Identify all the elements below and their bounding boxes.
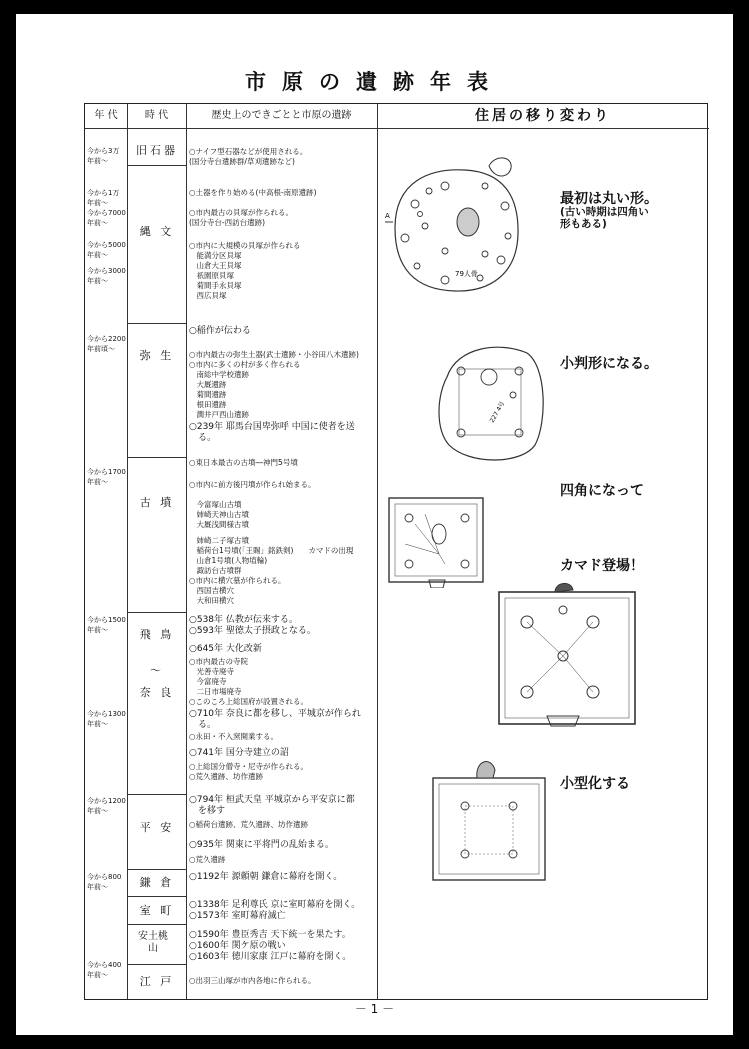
caption-kamado: カマド登場！ — [560, 558, 644, 574]
event-text: ○1590年 豊臣秀吉 天下統一を果たす。 ○1600年 関ケ原の戦い ○1603年 徳川家康 江戸に幕府を開く。 — [189, 930, 352, 962]
event-text: ○239年 耶馬台国卑弥呼 中国に使者を送 る。 — [189, 422, 355, 443]
column-divider — [186, 104, 187, 999]
period-divider — [127, 869, 186, 870]
column-divider — [127, 104, 128, 999]
era-label: 今から400 年前～ — [87, 961, 122, 979]
event-text: ○荒久遺跡 — [189, 855, 226, 864]
era-label: 今から3万 年前～ — [87, 147, 120, 165]
event-text: ○794年 桓武天皇 平城京から平安京に都 を移す — [189, 795, 355, 816]
round-dwelling-plan — [385, 156, 527, 302]
era-label: 今から1300 年前～ — [87, 710, 126, 728]
plan-label-oval: 227 4号 — [488, 400, 507, 424]
event-text: ○稲作が伝わる — [189, 326, 251, 336]
event-text: ○市内最古の弥生土器(武士遺跡・小谷田八木遺跡) ○市内に多くの村が多く作られる 南総中学校遺跡 大厩遺跡 菊間遺跡 根田遺跡 潤井戸西山遺跡 — [189, 350, 359, 419]
period-label: 江 戸 — [139, 975, 175, 988]
header-divider — [377, 128, 709, 129]
caption-round-note: (古い時期は四角い 形もある) — [560, 206, 649, 230]
period-label: 室 町 — [139, 904, 175, 917]
event-text: ○710年 奈良に都を移し、平城京が作られ る。 — [189, 709, 361, 730]
small-dwelling-plan — [425, 756, 553, 886]
header-events: 歴史上のできごとと市原の遺跡 — [211, 110, 352, 121]
caption-square: 四角になって — [560, 483, 644, 499]
era-label: 今から1200 年前～ — [87, 797, 126, 815]
caption-round: 最初は丸い形。 — [560, 191, 658, 207]
era-label: 今から800 年前～ — [87, 873, 122, 891]
header-housing: 住居の移り変わり — [475, 108, 611, 124]
era-label: 今から1万 年前～ — [87, 189, 120, 207]
period-divider — [127, 896, 186, 897]
event-text: ○永田・不入窯開業する。 — [189, 732, 279, 741]
event-text: ○645年 大化改新 — [189, 644, 262, 654]
square-dwelling-plan — [385, 494, 489, 588]
period-divider — [127, 323, 186, 324]
event-text: ○市内に前方後円墳が作られ始まる。 — [189, 480, 316, 489]
event-text: ○538年 仏教が伝来する。 ○593年 聖徳太子摂政となる。 — [189, 615, 316, 636]
period-label: 奈 良 — [139, 686, 175, 699]
period-divider — [127, 165, 186, 166]
header-divider — [85, 128, 377, 129]
kamado-dwelling-plan — [493, 580, 641, 730]
period-label: 飛 鳥 — [139, 628, 175, 641]
event-text: ○ナイフ型石器などが使用される。 (国分寺台遺跡群/草刈遺跡など) — [189, 147, 308, 166]
header-era: 年 代 — [94, 110, 118, 121]
event-text: ○東日本最古の古墳―神門5号墳 — [189, 458, 298, 467]
period-label: ～ — [150, 664, 164, 677]
period-label: 鎌 倉 — [139, 876, 175, 889]
period-divider — [127, 457, 186, 458]
plan-label-people: 79人骨 — [455, 270, 478, 278]
era-label: 今から1500 年前～ — [87, 616, 126, 634]
oval-dwelling-plan — [429, 337, 549, 467]
event-text: ○土器を作り始める(中高根-南原遺跡) — [189, 188, 317, 197]
era-label: 今から5000 年前～ — [87, 241, 126, 259]
era-label: 今から2200 年前頃～ — [87, 335, 126, 353]
event-text: ○1192年 源頼朝 鎌倉に幕府を開く。 — [189, 872, 343, 882]
event-text: 今富塚山古墳 姉崎天神山古墳 大厩浅間様古墳 — [196, 500, 249, 529]
event-text: ○市内最古の寺院 光善寺廃寺 今富廃寺 二日市場廃寺 ○このころ上総国府が設置される。 — [189, 657, 309, 706]
caption-oval: 小判形になる。 — [560, 356, 658, 372]
period-label: 古 墳 — [139, 496, 175, 509]
era-label: 今から3000 年前～ — [87, 267, 126, 285]
period-label: 平 安 — [139, 821, 175, 834]
page-number: － 1 － — [354, 1002, 395, 1016]
period-divider — [127, 924, 186, 925]
period-divider — [127, 612, 186, 613]
event-text: ○741年 国分寺建立の詔 — [189, 748, 289, 758]
period-label: 安土桃 山 — [138, 931, 168, 954]
event-text: ○市内最古の貝塚が作られる。 (国分寺台-西訪台遺跡) — [189, 208, 294, 227]
column-divider — [377, 104, 378, 999]
period-label: 弥 生 — [139, 349, 175, 362]
caption-small: 小型化する — [560, 776, 630, 792]
header-period: 時 代 — [144, 110, 169, 121]
period-label: 旧石器 — [136, 144, 178, 157]
plan-label-a: A — [385, 212, 390, 220]
event-text: ○935年 関東に平将門の乱始まる。 — [189, 840, 334, 850]
event-text: ○稲荷台遺跡、荒久遺跡、坊作遺跡 — [189, 820, 309, 829]
event-text: ○上総国分僧寺・尼寺が作られる。 ○荒久遺跡、坊作遺跡 — [189, 762, 309, 781]
period-divider — [127, 794, 186, 795]
event-text: ○市内に大規模の貝塚が作られる 能満分区貝塚 山倉大王貝塚 祇園原貝塚 菊間手永貝塚 西広貝塚 — [189, 241, 301, 300]
chronology-table — [84, 103, 708, 1000]
era-label: 今から7000 年前～ — [87, 209, 126, 227]
event-text: ○1338年 足利尊氏 京に室町幕府を開く。 ○1573年 室町幕府滅亡 — [189, 900, 361, 921]
period-divider — [127, 964, 186, 965]
event-text: 姉崎二子塚古墳 稲荷台1号墳(「王賜」銘鉄剣) カマドの出現 山倉1号墳(人物埴輪) 諏訪台古墳群 ○市内に横穴墓が作られる。 西国吉横穴 大和田横穴 — [189, 536, 354, 605]
event-text: ○出羽三山塚が市内各地に作られる。 — [189, 976, 316, 985]
period-label: 縄 文 — [139, 225, 175, 238]
era-label: 今から1700 年前～ — [87, 468, 126, 486]
page — [16, 14, 733, 1035]
page-title: 市原の遺跡年表 — [245, 70, 504, 94]
